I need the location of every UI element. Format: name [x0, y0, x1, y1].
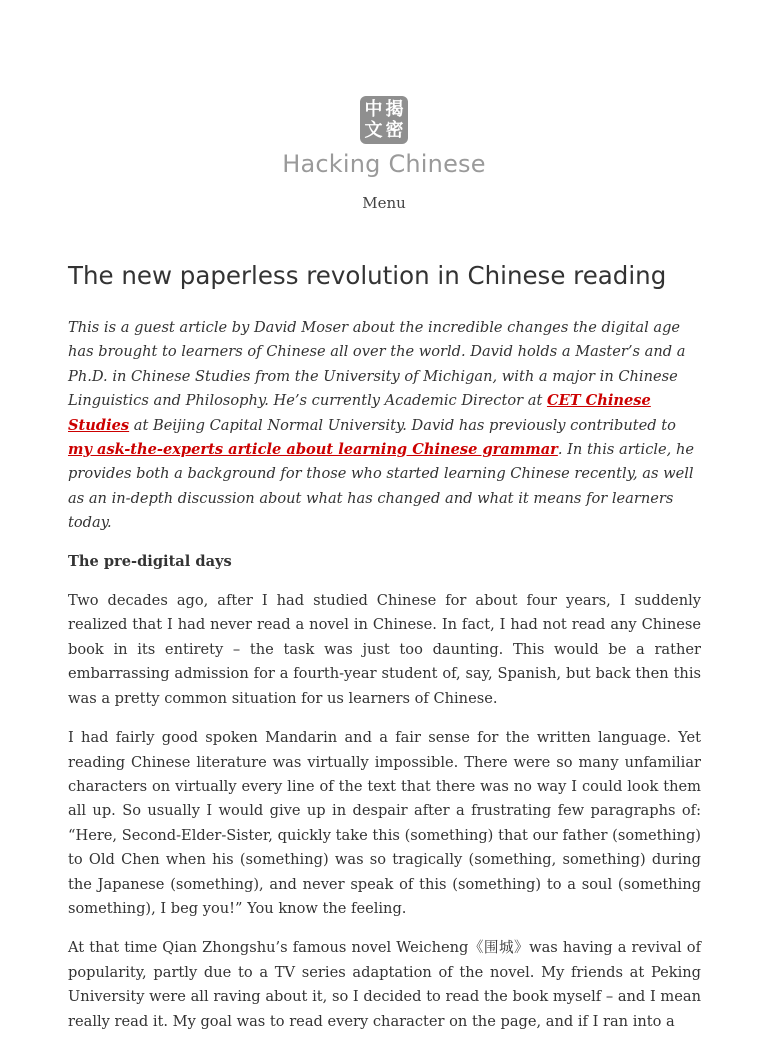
intro-text: . In this article, he provides both a background for those who started learning Chinese recently, as well as an in-depth discussion about what has changed and what it means for learners today. [68, 441, 694, 532]
body-paragraph: Two decades ago, after I had studied Chinese for about four years, I suddenly realized that I had never read a novel in Chinese. In fact, I had not read any Chinese book in its entirety – the task was just too daunting. This would be a rather embarrassing admission for a fourth-year student of, say, Spanish, but back then this was a pretty common situation for us learners of Chinese. [68, 592, 701, 707]
logo-char: 揭 [385, 99, 404, 120]
article-intro [68, 316, 701, 536]
site-logo[interactable] [360, 96, 408, 144]
menu-button[interactable]: Menu [356, 192, 412, 214]
section-heading: The pre-digital days [68, 552, 232, 570]
article [68, 258, 701, 1049]
site-header [0, 96, 768, 214]
logo-char: 文 [364, 120, 383, 141]
article-title: The new paperless revolution in Chinese reading [68, 261, 667, 290]
site-title[interactable]: Hacking Chinese [282, 150, 486, 178]
ask-the-experts-link[interactable]: my ask-the-experts article about learning Chinese grammar [68, 441, 558, 459]
body-paragraph: At that time Qian Zhongshu’s famous novel Weicheng《围城》was having a revival of popularity, partly due to a TV series adaptation of the novel. My friends at Peking University were all raving about it, so I decided to read the book myself – and I mean really read it. My goal was to read every character on the page, and if I ran into a [68, 939, 701, 1030]
logo-glyphs [363, 99, 405, 141]
logo-char: 密 [385, 120, 404, 141]
intro-text: at Beijing Capital Normal University. David has previously contributed to [129, 416, 676, 434]
logo-char: 中 [364, 99, 383, 120]
intro-text: This is a guest article by David Moser about the incredible changes the digital age has brought to learners of Chinese all over the world. David holds a Master’s and a Ph.D. in Chinese Studies from the University of Michigan, with a major in Chinese Linguistics and Philosophy. He’s currently Academic Director at [68, 319, 686, 410]
body-paragraph: I had fairly good spoken Mandarin and a fair sense for the written language. Yet reading Chinese literature was virtually impossible. There were so many unfamiliar characters on virtually every line of the text that there was no way I could look them all up. So usually I would give up in despair after a frustrating few paragraphs of: “Here, Second-Elder-Sister, quickly take this (something) that our father (something) to Old Chen when his (something) was so tragically (something, something) during the Japanese (something), and never speak of this (something) to a soul (something something), I beg you!” You know the feeling. [68, 729, 701, 917]
cet-chinese-studies-link[interactable]: CET Chinese Studies [68, 392, 651, 434]
